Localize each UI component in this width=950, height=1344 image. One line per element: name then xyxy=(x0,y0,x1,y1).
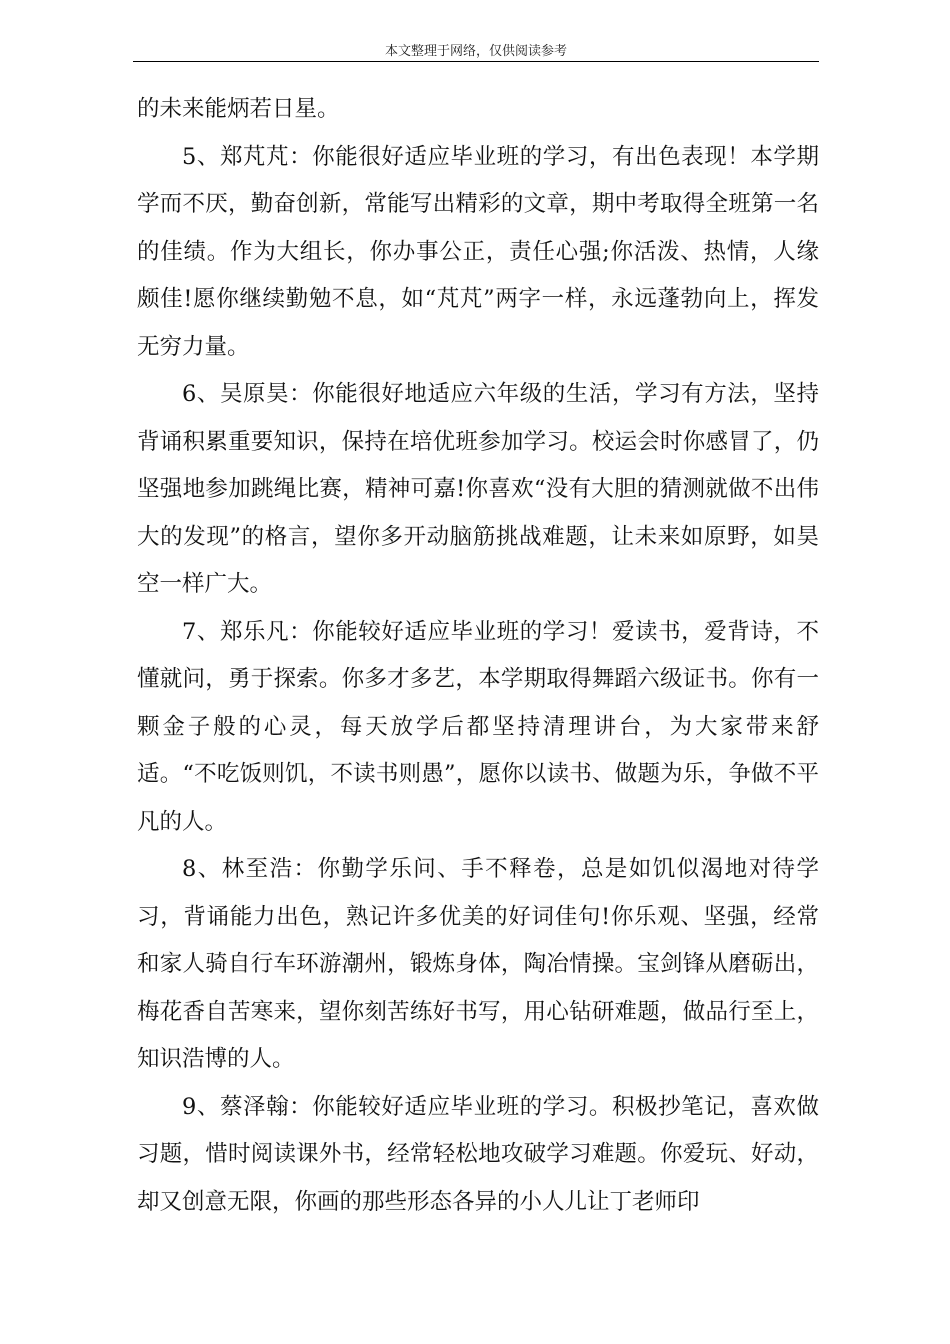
paragraph-item-6: 6、吴原昊：你能很好地适应六年级的生活，学习有方法，坚持背诵积累重要知识，保持在培优班参加学习。校运会时你感冒了，仍坚强地参加跳绳比赛，精神可嘉!你喜欢“没有大胆的猜测就做不出伟大的发现”的格言，望你多开动脑筋挑战难题，让未来如原野，如昊空一样广大。 xyxy=(137,381,819,597)
paragraph-item-5: 5、郑芃芃：你能很好适应毕业班的学习，有出色表现！本学期学而不厌，勤奋创新，常能写出精彩的文章，期中考取得全班第一名的佳绩。作为大组长，你办事公正，责任心强;你活泼、热情，人缘颇佳!愿你继续勤勉不息，如“芃芃”两字一样，永远蓬勃向上，挥发无穷力量。 xyxy=(137,143,819,360)
header-divider xyxy=(133,61,819,62)
paragraph-item-7: 7、郑乐凡：你能较好适应毕业班的学习！爱读书，爱背诗，不懂就问，勇于探索。你多才多艺，本学期取得舞蹈六级证书。你有一颗金子般的心灵，每天放学后都坚持清理讲台，为大家带来舒适。“不吃饭则饥，不读书则愚”，愿你以读书、做题为乐，争做不平凡的人。 xyxy=(137,618,819,835)
page-header: 本文整理于网络，仅供阅读参考 xyxy=(384,44,567,59)
paragraph-item-8: 8、林至浩：你勤学乐问、手不释卷，总是如饥似渴地对待学习，背诵能力出色，熟记许多优美的好词佳句!你乐观、坚强，经常和家人骑自行车环游潮州，锻炼身体，陶冶情操。宝剑锋从磨砺出，梅花香自苦寒来，望你刻苦练好书写，用心钻研难题，做品行至上，知识浩博的人。 xyxy=(137,856,819,1072)
paragraph-item-9: 9、蔡泽翰：你能较好适应毕业班的学习。积极抄笔记，喜欢做习题，惜时阅读课外书，经常轻松地攻破学习难题。你爱玩、好动，却又创意无限，你画的那些形态各异的小人儿让丁老师印 xyxy=(137,1093,819,1215)
document-body xyxy=(137,86,819,1226)
paragraph-continuation: 的未来能炳若日星。 xyxy=(137,96,340,122)
